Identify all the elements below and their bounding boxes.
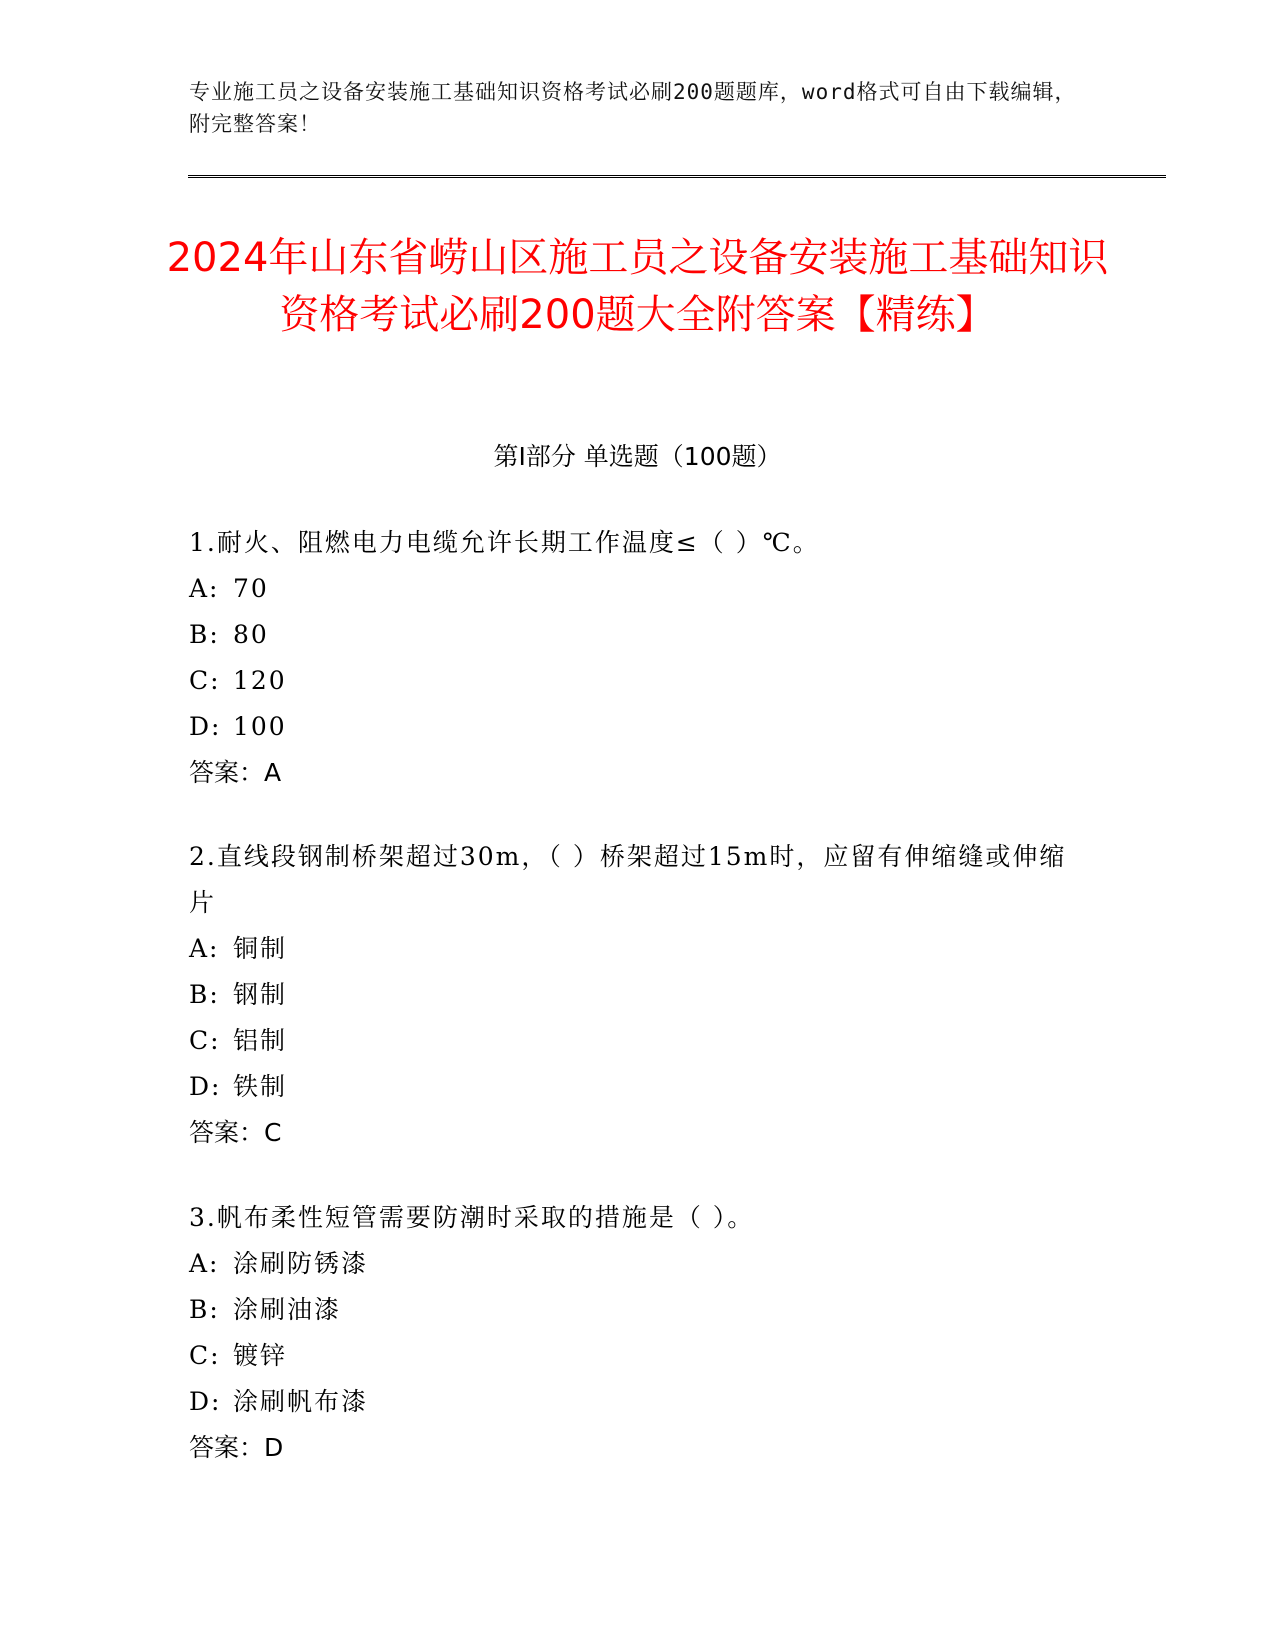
- question-stem: 3.帆布柔性短管需要防潮时采取的措施是（ ）。: [189, 1203, 755, 1232]
- option-text: 铜制: [233, 934, 288, 963]
- option-text: 钢制: [233, 980, 288, 1009]
- document-title: 2024年山东省崂山区施工员之设备安装施工基础知识资格考试必刷200题大全附答案【精练】: [166, 235, 1109, 338]
- option-text: 70: [233, 574, 269, 603]
- option-text: 镀锌: [233, 1341, 288, 1370]
- option-a: [189, 926, 1089, 972]
- question-2: [189, 834, 1089, 1156]
- option-text: 100: [233, 712, 287, 741]
- question-stem: 1.耐火、阻燃电力电缆允许长期工作温度≤（ ）℃。: [189, 528, 820, 557]
- answer: 答案：C: [189, 1118, 282, 1147]
- question-stem: 2.直线段钢制桥架超过30m，（ ）桥架超过15m时，应留有伸缩缝或伸缩片: [189, 842, 1067, 917]
- option-letter: B:: [189, 620, 220, 649]
- section-title: 第Ⅰ部分 单选题（100题）: [493, 442, 782, 471]
- option-letter: A:: [189, 574, 220, 603]
- option-text: 涂刷防锈漆: [233, 1249, 369, 1278]
- option-text: 120: [233, 666, 287, 695]
- option-b: [189, 972, 1089, 1018]
- header-divider: [188, 175, 1166, 178]
- option-letter: B:: [189, 980, 220, 1009]
- answer: 答案：A: [189, 758, 282, 787]
- option-letter: B:: [189, 1295, 220, 1324]
- option-d: [189, 1379, 1089, 1425]
- option-a: [189, 566, 1089, 612]
- header-note: 专业施工员之设备安装施工基础知识资格考试必刷200题题库，word格式可自由下载编辑，附完整答案！: [189, 80, 1077, 136]
- option-b: [189, 1287, 1089, 1333]
- option-text: 涂刷帆布漆: [233, 1387, 369, 1416]
- option-c: [189, 1018, 1089, 1064]
- option-letter: A:: [189, 934, 220, 963]
- option-c: [189, 1333, 1089, 1379]
- answer: 答案：D: [189, 1433, 284, 1462]
- option-b: [189, 612, 1089, 658]
- option-letter: C:: [189, 1341, 221, 1370]
- option-letter: A:: [189, 1249, 220, 1278]
- option-text: 铝制: [233, 1026, 288, 1055]
- option-d: [189, 704, 1089, 750]
- option-a: [189, 1241, 1089, 1287]
- option-text: 铁制: [233, 1072, 288, 1101]
- question-1: [189, 520, 1089, 796]
- option-text: 80: [233, 620, 269, 649]
- option-letter: C:: [189, 666, 221, 695]
- option-letter: D:: [189, 712, 222, 741]
- option-letter: D:: [189, 1072, 222, 1101]
- option-text: 涂刷油漆: [233, 1295, 342, 1324]
- option-letter: D:: [189, 1387, 222, 1416]
- question-3: [189, 1195, 1089, 1471]
- option-letter: C:: [189, 1026, 221, 1055]
- option-c: [189, 658, 1089, 704]
- option-d: [189, 1064, 1089, 1110]
